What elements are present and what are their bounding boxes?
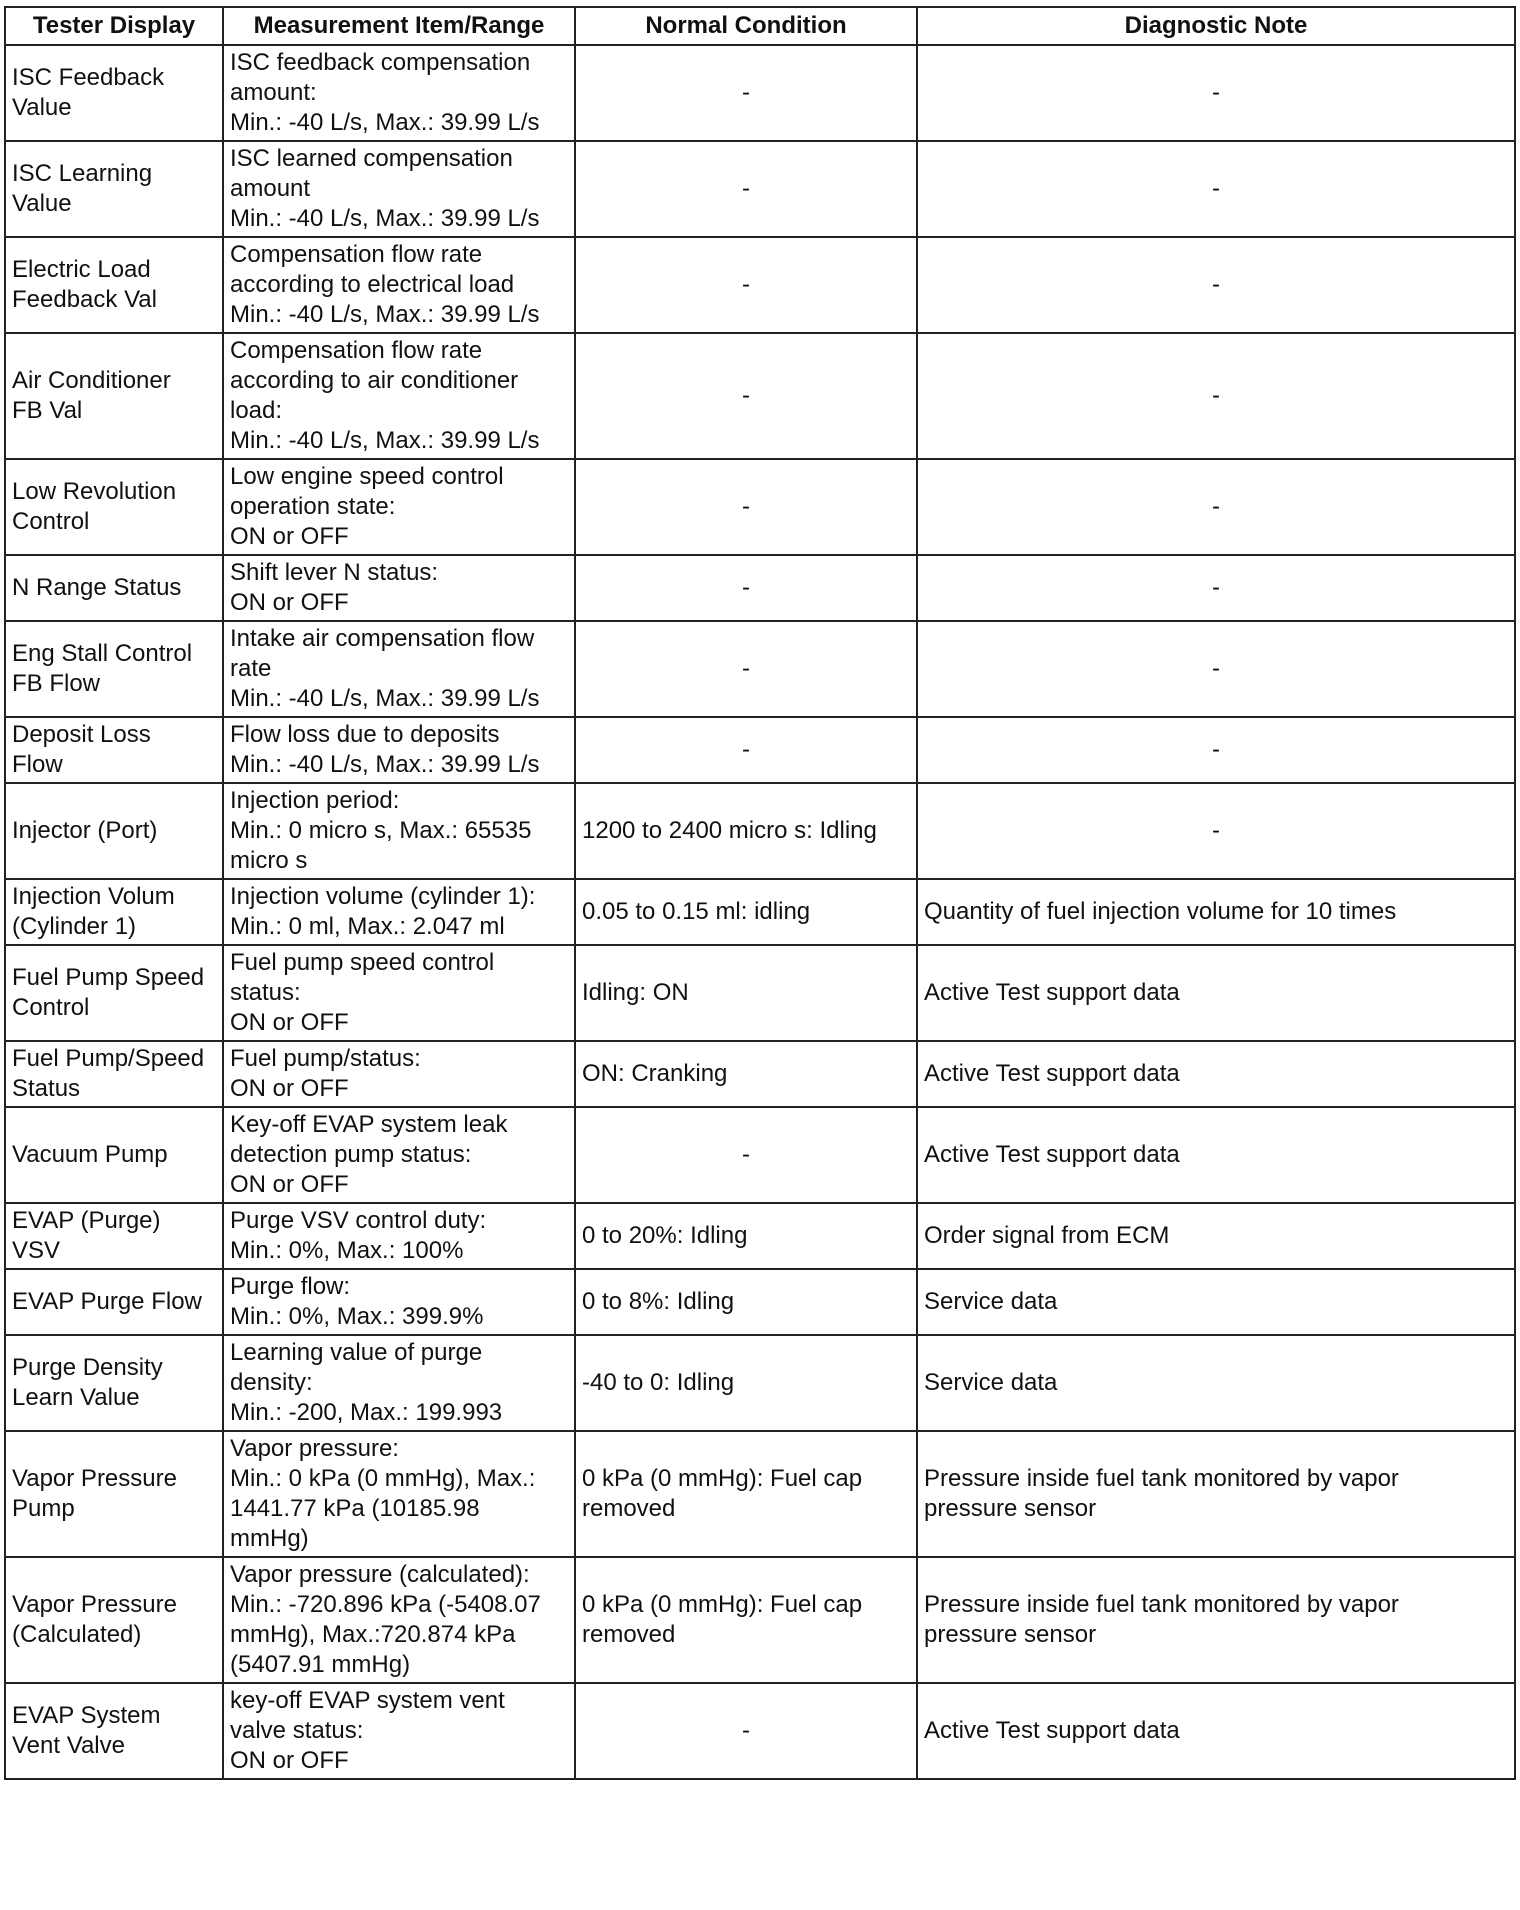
- cell-normal-condition: 0 to 8%: Idling: [575, 1269, 917, 1335]
- cell-measurement-item: ISC learned compensation amount Min.: -40 L/s, Max.: 39.99 L/s: [223, 141, 575, 237]
- cell-diagnostic-note: -: [917, 141, 1515, 237]
- header-measurement-item: Measurement Item/Range: [223, 7, 575, 45]
- cell-diagnostic-note: Service data: [917, 1335, 1515, 1431]
- cell-measurement-item: Fuel pump speed control status: ON or OFF: [223, 945, 575, 1041]
- cell-diagnostic-note: Active Test support data: [917, 1041, 1515, 1107]
- cell-diagnostic-note: -: [917, 237, 1515, 333]
- table-row: [5, 783, 1515, 879]
- header-normal-condition: Normal Condition: [575, 7, 917, 45]
- cell-diagnostic-note: -: [917, 333, 1515, 459]
- cell-measurement-item: Purge VSV control duty: Min.: 0%, Max.: 100%: [223, 1203, 575, 1269]
- header-diagnostic-note: Diagnostic Note: [917, 7, 1515, 45]
- cell-normal-condition: -: [575, 459, 917, 555]
- cell-normal-condition: -: [575, 333, 917, 459]
- cell-diagnostic-note: Active Test support data: [917, 1107, 1515, 1203]
- cell-tester-display: EVAP Purge Flow: [5, 1269, 223, 1335]
- cell-measurement-item: Intake air compensation flow rate Min.: -40 L/s, Max.: 39.99 L/s: [223, 621, 575, 717]
- cell-diagnostic-note: -: [917, 555, 1515, 621]
- cell-measurement-item: Fuel pump/status: ON or OFF: [223, 1041, 575, 1107]
- cell-diagnostic-note: Service data: [917, 1269, 1515, 1335]
- cell-tester-display: Injection Volum (Cylinder 1): [5, 879, 223, 945]
- cell-tester-display: EVAP (Purge) VSV: [5, 1203, 223, 1269]
- table-row: [5, 1041, 1515, 1107]
- cell-normal-condition: -: [575, 141, 917, 237]
- table-row: [5, 1269, 1515, 1335]
- cell-tester-display: Vapor Pressure (Calculated): [5, 1557, 223, 1683]
- data-list-table: [4, 6, 1516, 1780]
- cell-normal-condition: 0 kPa (0 mmHg): Fuel cap removed: [575, 1557, 917, 1683]
- cell-diagnostic-note: Quantity of fuel injection volume for 10 times: [917, 879, 1515, 945]
- cell-measurement-item: Flow loss due to deposits Min.: -40 L/s, Max.: 39.99 L/s: [223, 717, 575, 783]
- cell-measurement-item: Low engine speed control operation state: ON or OFF: [223, 459, 575, 555]
- cell-tester-display: Electric Load Feedback Val: [5, 237, 223, 333]
- cell-tester-display: Eng Stall Control FB Flow: [5, 621, 223, 717]
- cell-tester-display: Fuel Pump Speed Control: [5, 945, 223, 1041]
- cell-normal-condition: 0 kPa (0 mmHg): Fuel cap removed: [575, 1431, 917, 1557]
- cell-measurement-item: Compensation flow rate according to air conditioner load: Min.: -40 L/s, Max.: 39.99 L/s: [223, 333, 575, 459]
- cell-tester-display: Air Conditioner FB Val: [5, 333, 223, 459]
- table-row: [5, 1335, 1515, 1431]
- cell-measurement-item: Injection volume (cylinder 1): Min.: 0 ml, Max.: 2.047 ml: [223, 879, 575, 945]
- cell-measurement-item: ISC feedback compensation amount: Min.: -40 L/s, Max.: 39.99 L/s: [223, 45, 575, 141]
- cell-normal-condition: 1200 to 2400 micro s: Idling: [575, 783, 917, 879]
- cell-measurement-item: Compensation flow rate according to electrical load Min.: -40 L/s, Max.: 39.99 L/s: [223, 237, 575, 333]
- cell-measurement-item: Key-off EVAP system leak detection pump status: ON or OFF: [223, 1107, 575, 1203]
- cell-tester-display: Deposit Loss Flow: [5, 717, 223, 783]
- header-row: [5, 7, 1515, 45]
- cell-tester-display: N Range Status: [5, 555, 223, 621]
- cell-tester-display: Fuel Pump/Speed Status: [5, 1041, 223, 1107]
- cell-diagnostic-note: Pressure inside fuel tank monitored by vapor pressure sensor: [917, 1431, 1515, 1557]
- table-row: [5, 459, 1515, 555]
- table-row: [5, 555, 1515, 621]
- cell-diagnostic-note: Active Test support data: [917, 945, 1515, 1041]
- cell-normal-condition: ON: Cranking: [575, 1041, 917, 1107]
- cell-normal-condition: -: [575, 237, 917, 333]
- table-row: [5, 45, 1515, 141]
- cell-tester-display: ISC Learning Value: [5, 141, 223, 237]
- cell-diagnostic-note: -: [917, 621, 1515, 717]
- table-row: [5, 1683, 1515, 1779]
- cell-normal-condition: 0 to 20%: Idling: [575, 1203, 917, 1269]
- table-row: [5, 621, 1515, 717]
- table-row: [5, 141, 1515, 237]
- cell-normal-condition: -: [575, 45, 917, 141]
- cell-diagnostic-note: -: [917, 459, 1515, 555]
- cell-measurement-item: key-off EVAP system vent valve status: ON or OFF: [223, 1683, 575, 1779]
- cell-diagnostic-note: Active Test support data: [917, 1683, 1515, 1779]
- cell-tester-display: Vapor Pressure Pump: [5, 1431, 223, 1557]
- table-row: [5, 1431, 1515, 1557]
- header-tester-display: Tester Display: [5, 7, 223, 45]
- table-body: [5, 45, 1515, 1779]
- cell-tester-display: ISC Feedback Value: [5, 45, 223, 141]
- cell-measurement-item: Learning value of purge density: Min.: -200, Max.: 199.993: [223, 1335, 575, 1431]
- table-header: [5, 7, 1515, 45]
- cell-normal-condition: -: [575, 555, 917, 621]
- cell-diagnostic-note: -: [917, 717, 1515, 783]
- table-row: [5, 1203, 1515, 1269]
- table-row: [5, 237, 1515, 333]
- cell-diagnostic-note: -: [917, 45, 1515, 141]
- cell-tester-display: Purge Density Learn Value: [5, 1335, 223, 1431]
- table-row: [5, 1107, 1515, 1203]
- cell-diagnostic-note: Pressure inside fuel tank monitored by vapor pressure sensor: [917, 1557, 1515, 1683]
- cell-normal-condition: 0.05 to 0.15 ml: idling: [575, 879, 917, 945]
- cell-measurement-item: Shift lever N status: ON or OFF: [223, 555, 575, 621]
- table-row: [5, 945, 1515, 1041]
- cell-tester-display: Injector (Port): [5, 783, 223, 879]
- cell-diagnostic-note: -: [917, 783, 1515, 879]
- cell-tester-display: Vacuum Pump: [5, 1107, 223, 1203]
- cell-measurement-item: Vapor pressure: Min.: 0 kPa (0 mmHg), Max.: 1441.77 kPa (10185.98 mmHg): [223, 1431, 575, 1557]
- cell-normal-condition: -: [575, 1683, 917, 1779]
- table-row: [5, 717, 1515, 783]
- cell-normal-condition: -: [575, 1107, 917, 1203]
- table-row: [5, 1557, 1515, 1683]
- cell-normal-condition: Idling: ON: [575, 945, 917, 1041]
- cell-normal-condition: -40 to 0: Idling: [575, 1335, 917, 1431]
- cell-diagnostic-note: Order signal from ECM: [917, 1203, 1515, 1269]
- cell-normal-condition: -: [575, 717, 917, 783]
- cell-tester-display: Low Revolution Control: [5, 459, 223, 555]
- table-row: [5, 333, 1515, 459]
- cell-tester-display: EVAP System Vent Valve: [5, 1683, 223, 1779]
- cell-measurement-item: Purge flow: Min.: 0%, Max.: 399.9%: [223, 1269, 575, 1335]
- cell-measurement-item: Vapor pressure (calculated): Min.: -720.896 kPa (-5408.07 mmHg), Max.:720.874 kPa (5407.91 mmHg): [223, 1557, 575, 1683]
- cell-normal-condition: -: [575, 621, 917, 717]
- cell-measurement-item: Injection period: Min.: 0 micro s, Max.: 65535 micro s: [223, 783, 575, 879]
- table-row: [5, 879, 1515, 945]
